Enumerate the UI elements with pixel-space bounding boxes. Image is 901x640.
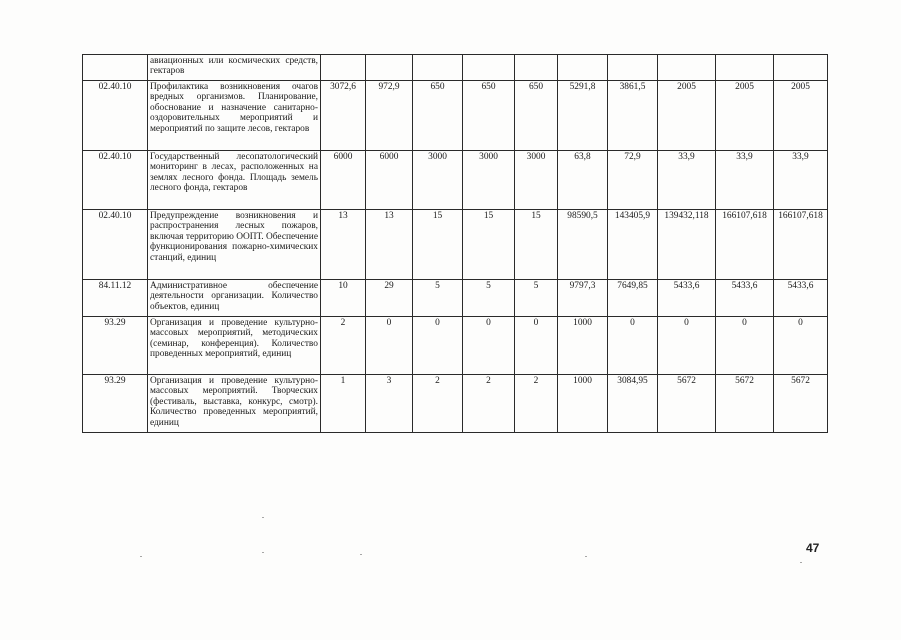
value-cell: 2 — [413, 375, 463, 433]
value-cell: 10 — [321, 280, 366, 317]
scan-speck — [140, 556, 142, 557]
value-cell: 15 — [413, 210, 463, 280]
value-cell: 5433,6 — [716, 280, 774, 317]
scan-speck — [585, 556, 587, 557]
value-cell: 5672 — [658, 375, 716, 433]
value-cell: 166107,618 — [774, 210, 828, 280]
scan-speck — [262, 517, 264, 518]
row-description: Организация и проведение культурно-массовых мероприятий, методических (семинар, конференция). Количество проведенных мероприятий, единиц — [148, 317, 321, 375]
value-cell: 0 — [658, 317, 716, 375]
value-cell: 29 — [366, 280, 413, 317]
value-cell: 13 — [366, 210, 413, 280]
value-cell: 13 — [321, 210, 366, 280]
value-cell: 2 — [463, 375, 515, 433]
value-cell: 2005 — [716, 81, 774, 151]
value-cell: 1000 — [558, 375, 608, 433]
value-cell: 972,9 — [366, 81, 413, 151]
scan-speck — [360, 554, 362, 555]
row-code: 02.40.10 — [83, 81, 148, 151]
table-row — [83, 210, 828, 280]
value-cell: 3000 — [413, 151, 463, 210]
value-cell: 3000 — [463, 151, 515, 210]
value-cell: 3084,95 — [608, 375, 658, 433]
table-row — [83, 55, 828, 81]
value-cell — [558, 55, 608, 81]
value-cell: 15 — [463, 210, 515, 280]
value-cell: 3072,6 — [321, 81, 366, 151]
value-cell: 5 — [515, 280, 558, 317]
value-cell: 5 — [463, 280, 515, 317]
value-cell: 3 — [366, 375, 413, 433]
value-cell: 0 — [413, 317, 463, 375]
value-cell: 6000 — [366, 151, 413, 210]
value-cell: 3861,5 — [608, 81, 658, 151]
value-cell: 166107,618 — [716, 210, 774, 280]
value-cell: 2 — [321, 317, 366, 375]
value-cell: 33,9 — [716, 151, 774, 210]
row-description: Предупреждение возникновения и распространения лесных пожаров, включая территорию ООПТ. Обеспечение функционирования пожарно-химических станций, единиц — [148, 210, 321, 280]
value-cell — [608, 55, 658, 81]
value-cell: 0 — [608, 317, 658, 375]
row-description: Профилактика возникновения очагов вредных организмов. Планирование, обоснование и назначение санитарно-оздоровительных мероприятий и мероприятий по защите лесов, гектаров — [148, 81, 321, 151]
value-cell: 5672 — [774, 375, 828, 433]
value-cell — [366, 55, 413, 81]
row-description: авиационных или космических средств, гектаров — [148, 55, 321, 81]
row-code — [83, 55, 148, 81]
value-cell: 650 — [413, 81, 463, 151]
value-cell — [515, 55, 558, 81]
value-cell: 33,9 — [774, 151, 828, 210]
value-cell: 5672 — [716, 375, 774, 433]
value-cell: 5 — [413, 280, 463, 317]
value-cell: 139432,118 — [658, 210, 716, 280]
value-cell — [413, 55, 463, 81]
value-cell: 1 — [321, 375, 366, 433]
value-cell: 5433,6 — [658, 280, 716, 317]
value-cell: 0 — [515, 317, 558, 375]
value-cell: 15 — [515, 210, 558, 280]
scan-speck — [800, 562, 802, 563]
value-cell: 0 — [366, 317, 413, 375]
value-cell: 0 — [716, 317, 774, 375]
table-row — [83, 375, 828, 433]
value-cell: 33,9 — [658, 151, 716, 210]
value-cell: 1000 — [558, 317, 608, 375]
table-body — [83, 55, 828, 433]
value-cell — [658, 55, 716, 81]
value-cell: 2 — [515, 375, 558, 433]
row-description: Административное обеспечение деятельности организации. Количество объектов, единиц — [148, 280, 321, 317]
value-cell: 143405,9 — [608, 210, 658, 280]
value-cell — [774, 55, 828, 81]
value-cell: 2005 — [774, 81, 828, 151]
value-cell: 5433,6 — [774, 280, 828, 317]
budget-table — [82, 54, 828, 433]
value-cell: 9797,3 — [558, 280, 608, 317]
value-cell — [463, 55, 515, 81]
value-cell: 63,8 — [558, 151, 608, 210]
page-number: 47 — [806, 541, 820, 555]
value-cell — [716, 55, 774, 81]
row-code: 93.29 — [83, 317, 148, 375]
table-row — [83, 151, 828, 210]
value-cell: 650 — [463, 81, 515, 151]
scan-speck — [262, 552, 264, 553]
value-cell — [321, 55, 366, 81]
row-description: Организация и проведение культурно-массовых мероприятий. Творческих (фестиваль, выставка, конкурс, смотр). Количество проведенных мероприятий, единиц — [148, 375, 321, 433]
table-row — [83, 317, 828, 375]
row-code: 02.40.10 — [83, 210, 148, 280]
row-code: 02.40.10 — [83, 151, 148, 210]
value-cell: 6000 — [321, 151, 366, 210]
value-cell: 7649,85 — [608, 280, 658, 317]
row-code: 84.11.12 — [83, 280, 148, 317]
value-cell: 98590,5 — [558, 210, 608, 280]
value-cell: 5291,8 — [558, 81, 608, 151]
table-row — [83, 81, 828, 151]
value-cell: 650 — [515, 81, 558, 151]
table-row — [83, 280, 828, 317]
row-description: Государственный лесопатологический мониторинг в лесах, расположенных на землях лесного фонда. Площадь земель лесного фонда, гектаров — [148, 151, 321, 210]
value-cell: 2005 — [658, 81, 716, 151]
row-code: 93.29 — [83, 375, 148, 433]
value-cell: 72,9 — [608, 151, 658, 210]
value-cell: 0 — [463, 317, 515, 375]
value-cell: 0 — [774, 317, 828, 375]
value-cell: 3000 — [515, 151, 558, 210]
